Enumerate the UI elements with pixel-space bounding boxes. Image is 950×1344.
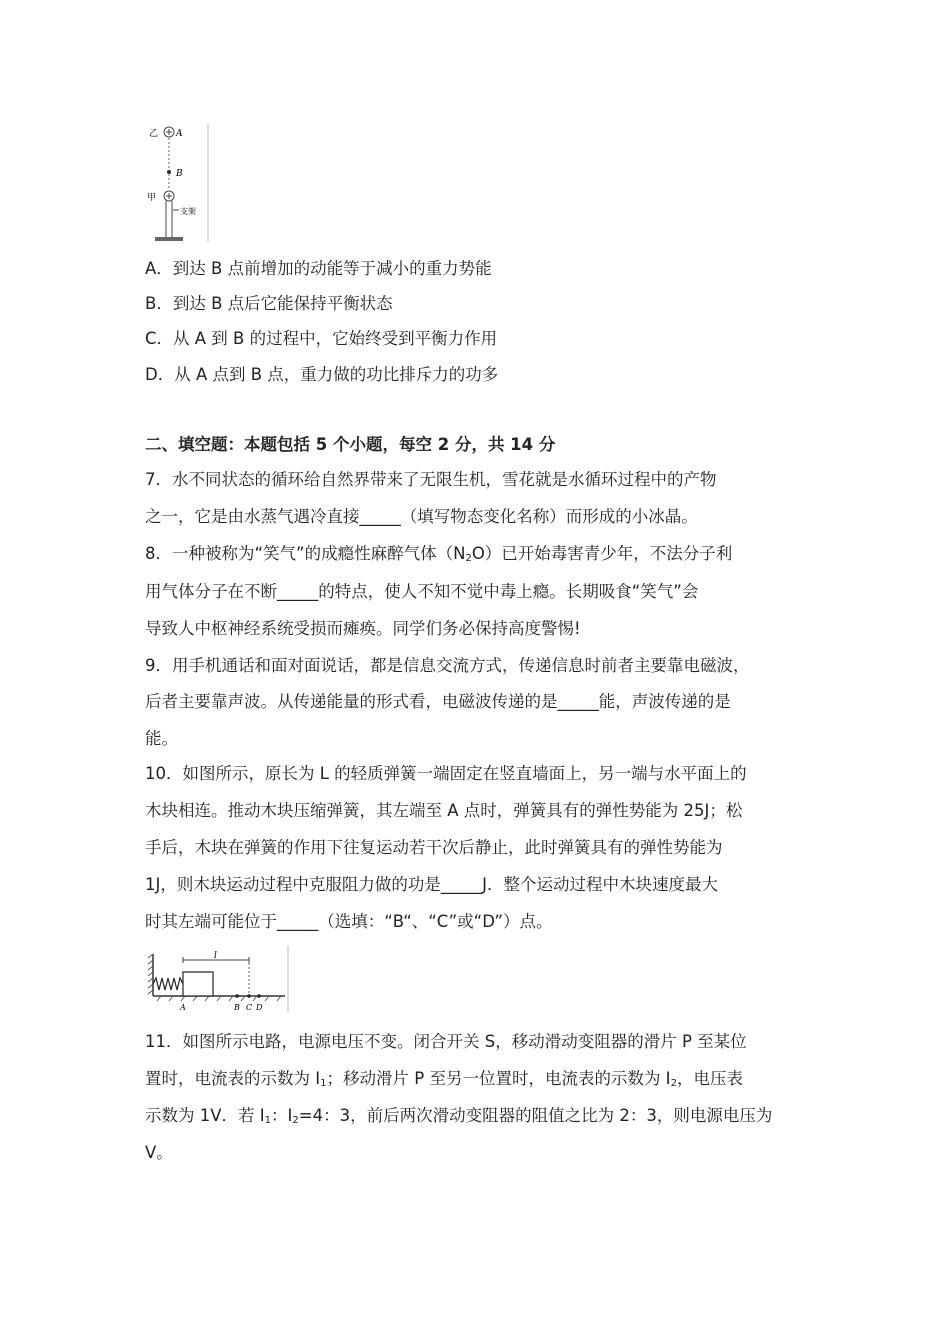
q9-line-1: 9．用手机通话和面对面说话，都是信息交流方式，传递信息时前者主要靠电磁波， (145, 656, 750, 675)
q11-line-2: 置时，电流表的示数为 $I_1$；移动滑片 P 至另一位置时，电流表的示数为 $I_2$，电压表 (145, 1069, 743, 1089)
label-point-b: B (176, 169, 183, 179)
spring-block-figure (147, 946, 291, 1014)
q6-option-d: D．从 A 点到 B 点，重力做的功比排斥力的功多 (145, 365, 499, 384)
q11-line-1: 11．如图所示电路，电源电压不变。闭合开关 S，移动滑动变阻器的滑片 P 至某位 (145, 1032, 747, 1051)
label-length-l: l (214, 951, 217, 961)
q11-line-4: V。 (145, 1143, 173, 1162)
section-2-title: 二、填空题：本题包括 5 个小题，每空 2 分，共 14 分 (145, 435, 556, 454)
q10-line-5: 时其左端可能位于_____（选填：“B“、“C”或“D”）点。 (145, 912, 553, 931)
q6-option-b: B．到达 B 点后它能保持平衡状态 (145, 294, 393, 313)
q9-line-3: 能。 (145, 729, 178, 748)
q7-line-2: 之一，它是由水蒸气遇冷直接_____（填写物态变化名称）而形成的小冰晶。 (145, 507, 698, 526)
label-jia: 甲 (147, 193, 157, 203)
q8-line-2: 用气体分子在不断_____的特点，使人不知不觉中毒上瘾。长期吸食“笑气”会 (145, 582, 699, 601)
charged-balls-diagram (143, 124, 211, 244)
q7-line-1: 7．水不同状态的循环给自然界带来了无限生机，雪花就是水循环过程中的产物 (145, 470, 717, 489)
label-a: A (180, 1003, 186, 1012)
q6-option-c: C．从 A 到 B 的过程中，它始终受到平衡力作用 (145, 329, 498, 348)
label-d: D (256, 1003, 263, 1012)
spring-block-diagram (147, 946, 291, 1014)
q10-line-3: 手后，木块在弹簧的作用下往复运动若干次后静止，此时弹簧具有的弹性势能为 (145, 838, 723, 857)
label-c: C (246, 1003, 253, 1012)
q10-line-1: 10．如图所示，原长为 L 的轻质弹簧一端固定在竖直墙面上，另一端与水平面上的 (145, 764, 747, 783)
q8-line-1: 8．一种被称为“笑气”的成瘾性麻醉气体$(N_2O)$已开始毒害青少年，不法分子利 (145, 544, 733, 564)
label-stand: 支架 (180, 207, 196, 216)
q8-line-3: 导致人中枢神经系统受损而瘫痪。同学们务必保持高度警惕! (145, 619, 581, 638)
q10-line-4: 1J，则木块运动过程中克服阻力做的功是_____J．整个运动过程中木块速度最大 (145, 875, 718, 894)
q9-line-2: 后者主要靠声波。从传递能量的形式看，电磁波传递的是_____能，声波传递的是 (145, 692, 731, 711)
q10-line-2: 木块相连。推动木块压缩弹簧，其左端至 A 点时，弹簧具有的弹性势能为 25J；松 (145, 801, 743, 820)
label-yi: 乙 (149, 129, 159, 139)
label-point-a: A (176, 129, 183, 139)
q6-option-a: A．到达 B 点前增加的动能等于减小的重力势能 (145, 259, 492, 278)
charged-balls-figure (143, 124, 211, 244)
q11-line-3: 示数为 1V．若 $I_1$：$I_2=4$：3，前后两次滑动变阻器的阻值之比为 2：3，则电源电压为 (145, 1106, 773, 1126)
label-b: B (234, 1003, 240, 1012)
